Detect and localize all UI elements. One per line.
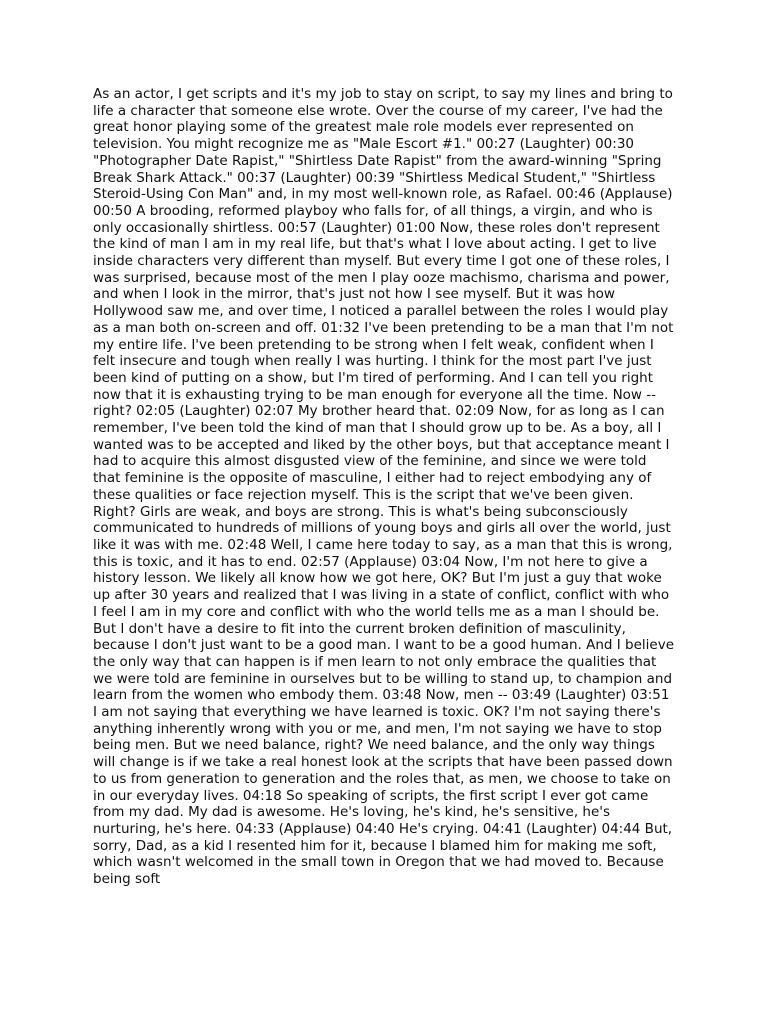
transcript-paragraph: As an actor, I get scripts and it's my job to stay on script, to say my lines and bring to life a character that someone else wrote. Over the course of my career, I've had the great honor playing some of the greatest male role models ever represented on television. You might recognize me as "Male Escort #1." 00:27 (Laughter) 00:30 "Photographer Date Rapist," "Shirtless Date Rapist" from the award-winning "Spring Break Shark Attack." 00:37 (Laughter) 00:39 "Shirtless Medical Student," "Shirtless Steroid-Using Con Man" and, in my most well-known role, as Rafael. 00:46 (Applause) 00:50 A brooding, reformed playboy who falls for, of all things, a virgin, and who is only occasionally shirtless. 00:57 (Laughter) 01:00 Now, these roles don't represent the kind of man I am in my real life, but that's what I love about acting. I get to live inside characters very different than myself. But every time I got one of these roles, I was surprised, because most of the men I play ooze machismo, charisma and power, and when I look in the mirror, that's just not how I see myself. But it was how Hollywood saw me, and over time, I noticed a parallel between the roles I would play as a man both on-screen and off. 01:32 I've been pretending to be a man that I'm not my entire life. I've been pretending to be strong when I felt weak, confident when I felt insecure and tough when really I was hurting. I think for the most part I've just been kind of putting on a show, but I'm tired of performing. And I can tell you right now that it is exhausting trying to be man enough for everyone all the time. Now -- right? 02:05 (Laughter) 02:07 My brother heard that. 02:09 Now, for as long as I can remember, I've been told the kind of man that I should grow up to be. As a boy, all I wanted was to be accepted and liked by the other boys, but that acceptance meant I had to acquire this almost disgusted view of the feminine, and since we were told that feminine is the opposite of masculine, I either had to reject embodying any of these qualities or face rejection myself. This is the script that we've been given. Right? Girls are weak, and boys are strong. This is what's being subconsciously communicated to hundreds of millions of young boys and girls all over the world, just like it was with me. 02:48 Well, I came here today to say, as a man that this is wrong, this is toxic, and it has to end. 02:57 (Applause) 03:04 Now, I'm not here to give a history lesson. We likely all know how we got here, OK? But I'm just a guy that woke up after 30 years and realized that I was living in a state of conflict, conflict with who I feel I am in my core and conflict with who the world tells me as a man I should be. But I don't have a desire to fit into the current broken definition of masculinity, because I don't just want to be a good man. I want to be a good human. And I believe the only way that can happen is if men learn to not only embrace the qualities that we were told are feminine in ourselves but to be willing to stand up, to champion and learn from the women who embody them. 03:48 Now, men -- 03:49 (Laughter) 03:51 I am not saying that everything we have learned is toxic. OK? I'm not saying there's anything inherently wrong with you or me, and men, I'm not saying we have to stop being men. But we need balance, right? We need balance, and the only way things will change is if we take a real honest look at the scripts that have been passed down to us from generation to generation and the roles that, as men, we choose to take on in our everyday lives. 04:18 So speaking of scripts, the first script I ever got came from my dad. My dad is awesome. He's loving, he's kind, he's sensitive, he's nurturing, he's here. 04:33 (Applause) 04:40 He's crying. 04:41 (Laughter) 04:44 But, sorry, Dad, as a kid I resented him for it, because I blamed him for making me soft, which wasn't welcomed in the small town in Oregon that we had moved to. Because being soft bbox=[93, 86, 675, 888]
